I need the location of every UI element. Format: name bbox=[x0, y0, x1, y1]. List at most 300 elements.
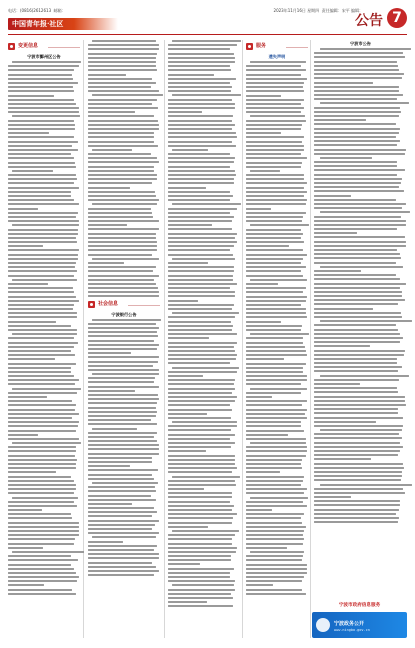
text-line bbox=[8, 413, 79, 415]
text-line bbox=[8, 564, 71, 566]
text-line bbox=[88, 365, 153, 367]
text-line bbox=[88, 394, 158, 396]
text-line bbox=[168, 543, 232, 545]
text-line bbox=[246, 375, 307, 377]
text-line bbox=[246, 346, 305, 348]
text-line bbox=[314, 253, 400, 255]
text-line bbox=[168, 463, 235, 465]
text-line bbox=[168, 396, 237, 398]
text-line bbox=[8, 99, 74, 101]
text-line bbox=[246, 103, 301, 105]
text-line bbox=[314, 262, 396, 264]
text-line bbox=[314, 128, 400, 130]
text-line bbox=[246, 526, 306, 528]
text-line bbox=[8, 580, 77, 582]
text-line bbox=[88, 279, 154, 281]
text-line bbox=[8, 425, 78, 427]
text-line bbox=[168, 484, 236, 486]
text-line bbox=[246, 178, 304, 180]
text-line bbox=[92, 258, 158, 260]
text-line bbox=[88, 166, 154, 168]
notice-title: 宁波银行公告 bbox=[111, 311, 137, 317]
text-line bbox=[314, 220, 406, 222]
text-line bbox=[168, 283, 237, 285]
text-line bbox=[88, 254, 152, 256]
text-line bbox=[314, 354, 404, 356]
text-line bbox=[8, 174, 76, 176]
text-line bbox=[314, 98, 397, 100]
text-line bbox=[88, 335, 158, 337]
text-line bbox=[250, 224, 310, 226]
text-line bbox=[246, 304, 301, 306]
text-line bbox=[88, 541, 123, 543]
text-line bbox=[250, 551, 305, 553]
text-line bbox=[246, 249, 303, 251]
text-line bbox=[246, 229, 301, 231]
section-header bbox=[88, 300, 160, 309]
text-line bbox=[8, 153, 71, 155]
text-line bbox=[88, 356, 159, 358]
text-line bbox=[88, 453, 159, 455]
text-line bbox=[12, 224, 78, 226]
text-line bbox=[8, 141, 78, 143]
ad-title: 宁波市政府信息服务 bbox=[338, 603, 381, 608]
text-line bbox=[168, 107, 235, 109]
text-line bbox=[314, 400, 405, 402]
phone-number: 电话：(0816)2612613 bbox=[8, 8, 52, 13]
text-line bbox=[88, 241, 157, 243]
text-line bbox=[246, 99, 304, 101]
text-line bbox=[168, 346, 234, 348]
text-line bbox=[8, 509, 42, 511]
text-line bbox=[246, 220, 302, 222]
text-line bbox=[168, 404, 230, 406]
text-line bbox=[168, 576, 230, 578]
text-line bbox=[8, 132, 49, 134]
brand-text: 中国青年报·社区 bbox=[12, 19, 64, 28]
text-line bbox=[314, 174, 397, 176]
text-line bbox=[8, 383, 75, 385]
text-line bbox=[168, 124, 235, 126]
text-line bbox=[246, 354, 307, 356]
text-line bbox=[88, 86, 151, 88]
column-1 bbox=[8, 40, 80, 597]
text-line bbox=[246, 484, 301, 486]
text-line bbox=[8, 212, 78, 214]
text-line bbox=[314, 329, 398, 331]
text-line bbox=[8, 404, 76, 406]
text-line bbox=[250, 170, 280, 172]
text-line bbox=[168, 350, 235, 352]
text-line bbox=[8, 308, 73, 310]
text-line bbox=[88, 74, 126, 76]
text-line bbox=[172, 530, 239, 532]
text-line bbox=[314, 433, 399, 435]
text-line bbox=[246, 78, 307, 80]
text-line bbox=[314, 341, 400, 343]
text-line bbox=[12, 279, 77, 281]
text-line bbox=[246, 455, 306, 457]
text-line bbox=[246, 459, 302, 461]
text-line bbox=[246, 492, 304, 494]
text-line bbox=[88, 99, 157, 101]
text-line bbox=[314, 199, 396, 201]
text-line bbox=[88, 344, 159, 346]
text-line bbox=[172, 94, 241, 96]
text-line bbox=[168, 157, 235, 159]
text-line bbox=[168, 254, 233, 256]
text-line bbox=[8, 363, 76, 365]
text-line bbox=[168, 86, 232, 88]
text-line bbox=[168, 249, 230, 251]
text-line bbox=[8, 572, 76, 574]
text-line bbox=[250, 115, 305, 117]
text-line bbox=[314, 52, 403, 54]
text-line bbox=[246, 576, 304, 578]
text-line bbox=[168, 580, 235, 582]
text-line bbox=[314, 73, 404, 75]
text-line bbox=[8, 568, 74, 570]
text-line bbox=[88, 128, 159, 130]
text-line bbox=[168, 304, 234, 306]
text-line bbox=[246, 400, 307, 402]
text-line bbox=[168, 429, 231, 431]
text-line bbox=[8, 296, 76, 298]
text-line bbox=[88, 266, 156, 268]
column-2 bbox=[88, 40, 160, 578]
text-line bbox=[314, 496, 351, 498]
text-line bbox=[8, 329, 77, 331]
text-line bbox=[314, 153, 405, 155]
text-line bbox=[246, 111, 301, 113]
footer-advertisement[interactable] bbox=[312, 598, 407, 642]
section-line bbox=[128, 305, 160, 306]
text-line bbox=[168, 417, 231, 419]
text-line bbox=[246, 69, 306, 71]
text-line bbox=[168, 111, 202, 113]
text-line bbox=[168, 409, 232, 411]
text-line bbox=[8, 178, 77, 180]
text-line bbox=[246, 476, 304, 478]
text-line bbox=[88, 398, 159, 400]
text-line bbox=[246, 212, 306, 214]
text-line bbox=[168, 224, 212, 226]
text-line bbox=[8, 120, 74, 122]
notice-title: 遗失声明 bbox=[268, 54, 286, 59]
text-line bbox=[88, 107, 158, 109]
text-line bbox=[168, 555, 231, 557]
text-line bbox=[168, 375, 203, 377]
email-label: 邮箱： bbox=[53, 8, 66, 13]
text-line bbox=[246, 358, 284, 360]
text-line bbox=[246, 513, 304, 515]
text-line bbox=[8, 438, 79, 440]
text-line bbox=[168, 78, 236, 80]
text-line bbox=[8, 220, 79, 222]
text-line bbox=[168, 496, 232, 498]
text-line bbox=[168, 455, 235, 457]
notice-body bbox=[246, 61, 308, 595]
text-line bbox=[168, 295, 235, 297]
text-line bbox=[8, 471, 56, 473]
text-line bbox=[168, 601, 207, 603]
notice-body bbox=[168, 40, 238, 607]
text-line bbox=[246, 300, 306, 302]
text-line bbox=[8, 337, 74, 339]
column-divider bbox=[310, 40, 311, 638]
text-line bbox=[168, 48, 230, 50]
text-line bbox=[8, 417, 72, 419]
text-line bbox=[88, 411, 157, 413]
text-line bbox=[88, 228, 159, 230]
text-line bbox=[246, 258, 303, 260]
text-line bbox=[8, 300, 79, 302]
text-line bbox=[314, 236, 405, 238]
text-line bbox=[168, 538, 232, 540]
text-line bbox=[88, 327, 159, 329]
text-line bbox=[314, 396, 405, 398]
text-line bbox=[168, 174, 236, 176]
text-line bbox=[246, 287, 306, 289]
text-line bbox=[8, 65, 79, 67]
text-line bbox=[314, 195, 351, 197]
text-line bbox=[314, 517, 399, 519]
text-line bbox=[314, 333, 400, 335]
text-line bbox=[246, 543, 303, 545]
text-line bbox=[320, 429, 403, 431]
text-line bbox=[250, 279, 308, 281]
text-line bbox=[246, 342, 303, 344]
text-line bbox=[88, 212, 152, 214]
text-line bbox=[88, 486, 155, 488]
text-line bbox=[88, 419, 151, 421]
ad-banner[interactable] bbox=[312, 612, 407, 638]
text-line bbox=[246, 417, 307, 419]
text-line bbox=[88, 524, 155, 526]
text-line bbox=[168, 522, 232, 524]
section-icon bbox=[88, 301, 95, 308]
text-line bbox=[168, 371, 237, 373]
text-line bbox=[246, 312, 306, 314]
text-line bbox=[168, 358, 236, 360]
text-line bbox=[246, 325, 302, 327]
notice-body bbox=[88, 319, 160, 576]
text-line bbox=[8, 501, 74, 503]
text-line bbox=[88, 249, 157, 251]
text-line bbox=[88, 237, 156, 239]
text-line bbox=[168, 195, 233, 197]
text-line bbox=[314, 303, 398, 305]
text-line bbox=[92, 94, 163, 96]
text-line bbox=[8, 312, 77, 314]
text-line bbox=[8, 162, 75, 164]
text-line bbox=[88, 574, 154, 576]
text-line bbox=[314, 446, 403, 448]
text-line bbox=[8, 266, 75, 268]
text-line bbox=[168, 467, 237, 469]
text-line bbox=[168, 182, 234, 184]
text-line bbox=[314, 437, 402, 439]
text-line bbox=[168, 308, 232, 310]
text-line bbox=[168, 589, 235, 591]
text-line bbox=[314, 350, 405, 352]
text-line bbox=[168, 74, 214, 76]
text-line bbox=[250, 388, 308, 390]
text-line bbox=[8, 241, 77, 243]
text-line bbox=[314, 316, 402, 318]
text-line bbox=[314, 278, 400, 280]
text-line bbox=[246, 363, 306, 365]
text-line bbox=[8, 543, 74, 545]
text-line bbox=[168, 593, 231, 595]
text-line bbox=[88, 115, 154, 117]
ad-url[interactable]: www.ningbo.gov.cn bbox=[334, 628, 370, 632]
text-line bbox=[8, 530, 79, 532]
text-line bbox=[88, 495, 151, 497]
text-line bbox=[8, 254, 78, 256]
text-line bbox=[8, 69, 74, 71]
text-line bbox=[246, 467, 302, 469]
text-line bbox=[88, 402, 157, 404]
text-line bbox=[88, 69, 157, 71]
text-line bbox=[8, 547, 43, 549]
text-line bbox=[314, 345, 370, 347]
text-line bbox=[88, 82, 156, 84]
text-line bbox=[88, 245, 157, 247]
text-line bbox=[314, 479, 401, 481]
text-line bbox=[8, 371, 71, 373]
text-line bbox=[12, 551, 83, 553]
text-line bbox=[314, 94, 403, 96]
text-line bbox=[168, 425, 237, 427]
text-line bbox=[168, 572, 230, 574]
text-line bbox=[314, 182, 401, 184]
text-line bbox=[246, 245, 289, 247]
text-line bbox=[8, 463, 76, 465]
text-line bbox=[314, 203, 406, 205]
text-line bbox=[88, 352, 131, 354]
text-line bbox=[314, 169, 405, 171]
text-line bbox=[168, 342, 237, 344]
text-line bbox=[172, 258, 235, 260]
text-line bbox=[8, 367, 71, 369]
text-line bbox=[314, 312, 401, 314]
text-line bbox=[88, 474, 152, 476]
text-line bbox=[246, 291, 303, 293]
text-line bbox=[88, 124, 159, 126]
text-line bbox=[88, 432, 157, 434]
text-line bbox=[8, 480, 74, 482]
text-line bbox=[320, 266, 404, 268]
text-line bbox=[246, 107, 304, 109]
text-line bbox=[246, 505, 307, 507]
text-line bbox=[8, 199, 74, 201]
text-line bbox=[88, 224, 127, 226]
text-line bbox=[314, 425, 403, 427]
text-line bbox=[314, 454, 398, 456]
text-line bbox=[246, 90, 304, 92]
text-line bbox=[168, 337, 209, 339]
text-line bbox=[246, 157, 307, 159]
text-line bbox=[314, 115, 399, 117]
text-line bbox=[168, 90, 231, 92]
text-line bbox=[168, 170, 235, 172]
text-line bbox=[8, 111, 79, 113]
text-line bbox=[88, 283, 156, 285]
text-line bbox=[314, 249, 397, 251]
text-line bbox=[246, 82, 304, 84]
text-line bbox=[168, 120, 232, 122]
text-line bbox=[246, 409, 307, 411]
text-line bbox=[314, 362, 397, 364]
text-line bbox=[246, 149, 304, 151]
text-line bbox=[88, 515, 152, 517]
notice-body bbox=[314, 48, 407, 523]
text-line bbox=[314, 123, 396, 125]
text-line bbox=[168, 82, 230, 84]
text-line bbox=[314, 521, 398, 523]
text-line bbox=[88, 415, 156, 417]
text-line bbox=[314, 467, 404, 469]
text-line bbox=[168, 287, 230, 289]
text-line bbox=[168, 220, 232, 222]
text-line bbox=[314, 207, 402, 209]
column-divider bbox=[83, 40, 84, 638]
text-line bbox=[8, 517, 72, 519]
text-line bbox=[8, 216, 76, 218]
text-line bbox=[246, 396, 272, 398]
text-line bbox=[314, 492, 405, 494]
text-line bbox=[168, 438, 230, 440]
text-line bbox=[314, 56, 405, 58]
text-line bbox=[168, 597, 233, 599]
text-line bbox=[88, 111, 135, 113]
text-line bbox=[88, 191, 155, 193]
text-line bbox=[246, 153, 301, 155]
text-line bbox=[246, 124, 302, 126]
text-line bbox=[88, 369, 159, 371]
text-line bbox=[314, 119, 366, 121]
column-3 bbox=[168, 40, 238, 610]
text-line bbox=[314, 500, 400, 502]
text-line bbox=[88, 187, 130, 189]
text-line bbox=[88, 145, 158, 147]
text-line bbox=[88, 440, 157, 442]
text-line bbox=[88, 78, 152, 80]
text-line bbox=[246, 162, 302, 164]
text-line bbox=[314, 408, 398, 410]
text-line bbox=[92, 536, 156, 538]
section-line bbox=[286, 47, 308, 48]
text-line bbox=[314, 387, 397, 389]
text-line bbox=[88, 478, 154, 480]
text-line bbox=[88, 157, 157, 159]
text-line bbox=[168, 270, 234, 272]
text-line bbox=[88, 566, 156, 568]
text-line bbox=[8, 325, 71, 327]
text-line bbox=[8, 450, 76, 452]
text-line bbox=[168, 568, 234, 570]
text-line bbox=[88, 291, 159, 293]
text-line bbox=[88, 465, 130, 467]
text-line bbox=[168, 400, 235, 402]
text-line bbox=[246, 584, 273, 586]
text-line bbox=[168, 388, 235, 390]
text-line bbox=[168, 526, 208, 528]
text-line bbox=[168, 262, 208, 264]
text-line bbox=[172, 149, 208, 151]
text-line bbox=[246, 530, 304, 532]
